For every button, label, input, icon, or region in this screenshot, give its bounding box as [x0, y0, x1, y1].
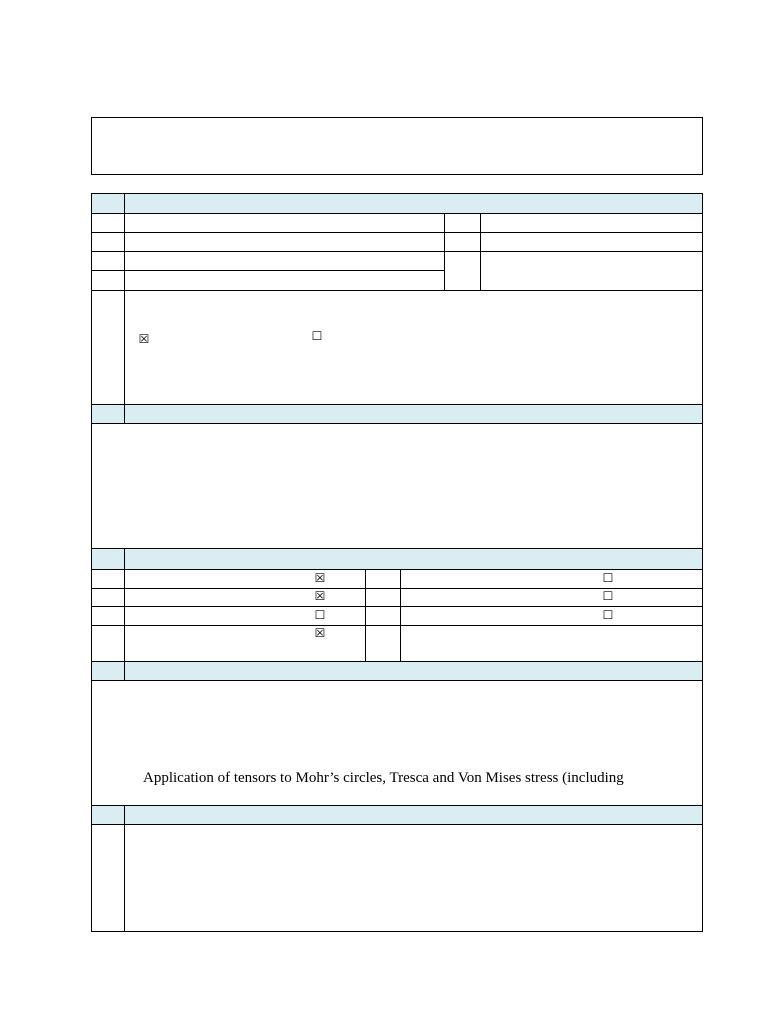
section3-row4-mid	[365, 625, 401, 662]
section1-number-header	[91, 193, 125, 214]
section1-row3-number	[91, 251, 125, 271]
section1-row2-number	[91, 232, 125, 252]
section1-row4-number	[91, 270, 125, 291]
section3-row1-right-checkbox[interactable]: ☐	[602, 571, 614, 585]
section1-merged-value	[480, 251, 703, 291]
section3-row4-right	[400, 625, 703, 662]
section4-body-text: Application of tensors to Mohr’s circles, Tresca and Von Mises stress (including	[143, 770, 624, 786]
section1-row1-value	[124, 213, 445, 233]
section5-body	[124, 824, 703, 932]
section3-title-header	[124, 548, 703, 570]
section1-merged-number	[444, 251, 481, 291]
section1-row2-value	[124, 232, 445, 252]
section3-row2-left	[124, 588, 366, 607]
section3-row1-number	[91, 569, 125, 589]
section2-body	[91, 423, 703, 549]
section3-row3-right-checkbox[interactable]: ☐	[602, 608, 614, 622]
section3-row4-left-checkbox[interactable]: ☒	[314, 626, 326, 640]
section1-row5-body	[124, 290, 703, 405]
section3-row4-left	[124, 625, 366, 662]
section1-row1-number	[91, 213, 125, 233]
section2-title-header	[124, 404, 703, 424]
section1-row1-value2	[480, 213, 703, 233]
section1-row5-right-checkbox[interactable]: ☐	[311, 329, 323, 343]
section4-title-header	[124, 661, 703, 681]
section3-row1-left	[124, 569, 366, 589]
section5-number-header	[91, 805, 125, 825]
section5-number	[91, 824, 125, 932]
section1-row3-value	[124, 251, 445, 271]
section4-number-header	[91, 661, 125, 681]
title-box	[91, 117, 703, 175]
section3-row3-left	[124, 606, 366, 626]
section2-number-header	[91, 404, 125, 424]
section1-row5-number	[91, 290, 125, 405]
section1-row1-number2	[444, 213, 481, 233]
section1-title-header	[124, 193, 703, 214]
section1-row2-number2	[444, 232, 481, 252]
section4-body	[91, 680, 703, 806]
section3-row1-mid	[365, 569, 401, 589]
section3-row3-left-checkbox[interactable]: ☐	[314, 608, 326, 622]
section3-row1-right	[400, 569, 703, 589]
section3-row3-number	[91, 606, 125, 626]
section1-row2-value2	[480, 232, 703, 252]
section3-row3-mid	[365, 606, 401, 626]
section3-row2-mid	[365, 588, 401, 607]
section3-row4-number	[91, 625, 125, 662]
section3-row2-left-checkbox[interactable]: ☒	[314, 589, 326, 603]
section3-row1-left-checkbox[interactable]: ☒	[314, 571, 326, 585]
section3-row3-right	[400, 606, 703, 626]
section5-title-header	[124, 805, 703, 825]
section3-row2-number	[91, 588, 125, 607]
section3-row2-right-checkbox[interactable]: ☐	[602, 589, 614, 603]
section1-row5-left-checkbox[interactable]: ☒	[138, 332, 150, 346]
section3-row2-right	[400, 588, 703, 607]
section1-row4-value	[124, 270, 445, 291]
section3-number-header	[91, 548, 125, 570]
